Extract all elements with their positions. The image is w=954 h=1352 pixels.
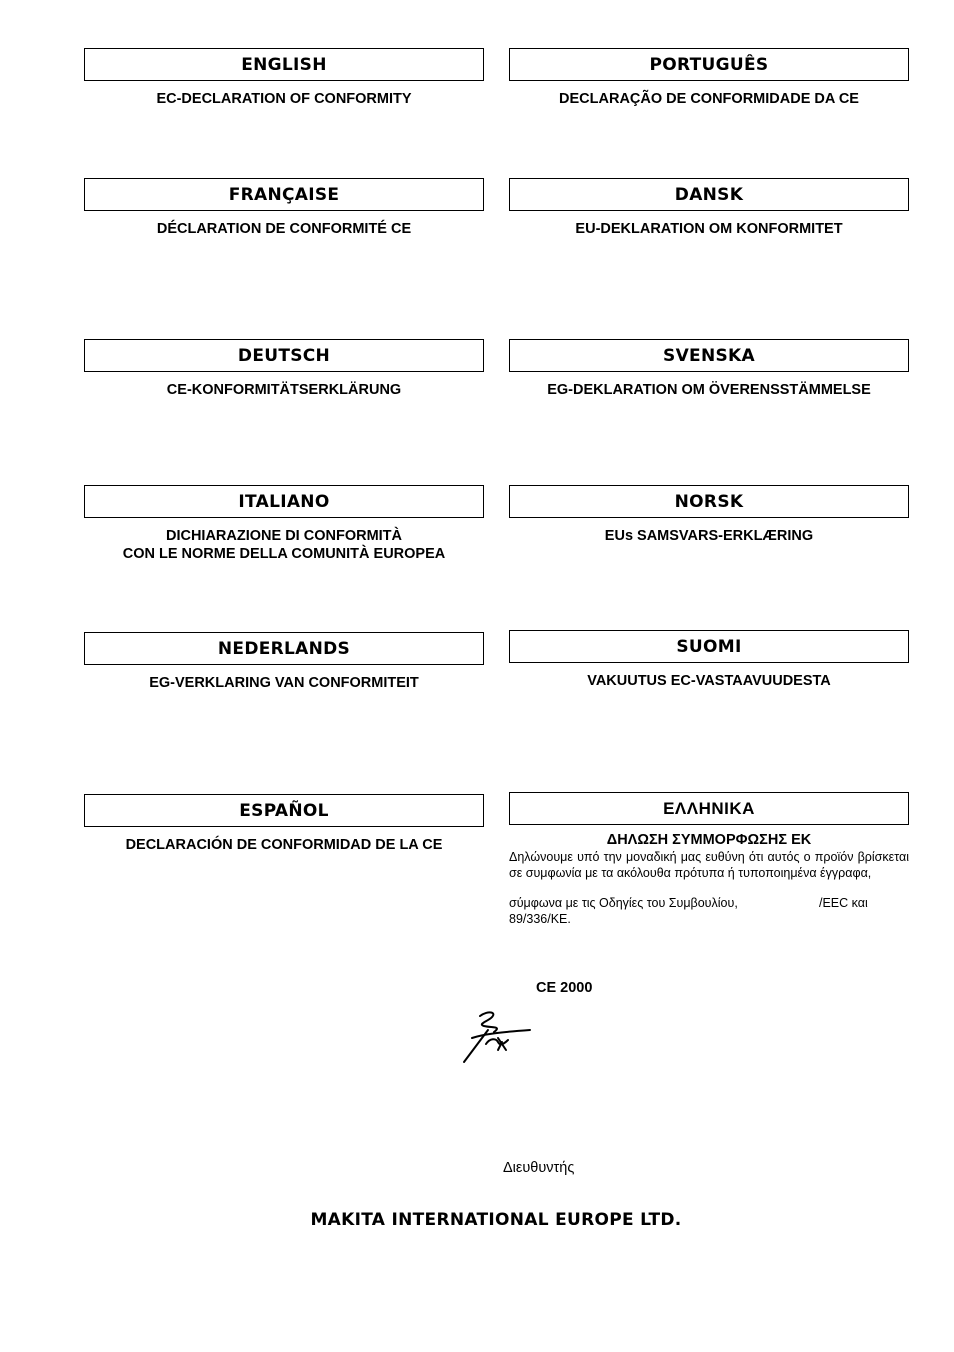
section-ellinika [509,792,909,927]
directives-line1: σύμφωνα με τις Οδηγίες του Συμβουλίου, [509,896,738,910]
section-francaise [84,178,484,238]
section-deutsch [84,339,484,399]
ce-year: CE 2000 [536,980,593,996]
declaration-title [84,527,484,563]
language-heading: NEDERLANDS [84,632,484,665]
language-heading: ΕΛΛΗΝΙΚΑ [509,792,909,825]
declaration-title: DÉCLARATION DE CONFORMITÉ CE [156,221,412,237]
declaration-title: DECLARACIÓN DE CONFORMIDAD DE LA CE [125,837,443,853]
declaration-title: EG-VERKLARING VAN CONFORMITEIT [149,675,419,691]
language-heading: SUOMI [509,630,909,663]
company-name: MAKITA INTERNATIONAL EUROPE LTD. [310,1210,682,1230]
declaration-title: EC-DECLARATION OF CONFORMITY [156,91,412,107]
section-english [84,48,484,108]
directives-line2: 89/336/ΚΕ. [509,912,571,926]
section-norsk [509,485,909,545]
directives-paragraph [509,895,909,911]
section-svenska [509,339,909,399]
declaration-title: DECLARAÇÃO DE CONFORMIDADE DA CE [559,91,859,107]
declaration-title: EUs SAMSVARS-ERKLÆRING [604,528,814,544]
declaration-paragraph: Δηλώνουμε υπό την μοναδική μας ευθύνη ότι αυτός ο προϊόν βρίσκεται σε συμφωνία με τα ακόλουθα πρότυπα ή τυποποιημένα έγγραφα, [509,850,909,880]
director-title: Διευθυντής [503,1160,575,1176]
declaration-body [509,849,909,927]
language-heading: NORSK [509,485,909,518]
declaration-title: ΔΗΛΩΣΗ ΣΥΜΜΟΡΦΩΣΗΣ ΕΚ [606,832,812,848]
declaration-title-line1: DICHIARAZIONE DI CONFORMITÀ [165,528,402,544]
declaration-title: CE-KONFORMITÄTSERKLÄRUNG [166,382,402,398]
language-heading: PORTUGUÊS [509,48,909,81]
language-heading: DANSK [509,178,909,211]
section-nederlands [84,632,484,692]
section-dansk [509,178,909,238]
declaration-title-line2: CON LE NORME DELLA COMUNITÀ EUROPEA [122,546,446,562]
declaration-title: EU-DEKLARATION OM KONFORMITET [575,221,843,237]
section-suomi [509,630,909,690]
language-heading: SVENSKA [509,339,909,372]
section-portugues [509,48,909,108]
declaration-title: EG-DEKLARATION OM ÖVERENSSTÄMMELSE [547,382,871,398]
section-espanol [84,794,484,854]
section-italiano [84,485,484,563]
declaration-title: VAKUUTUS EC-VASTAAVUUDESTA [587,673,831,689]
language-heading: ENGLISH [84,48,484,81]
language-heading: ITALIANO [84,485,484,518]
language-heading: DEUTSCH [84,339,484,372]
language-heading: FRANÇAISE [84,178,484,211]
directives-eec: /EEC και [819,896,868,910]
signature-icon [458,1008,538,1075]
language-heading: ESPAÑOL [84,794,484,827]
